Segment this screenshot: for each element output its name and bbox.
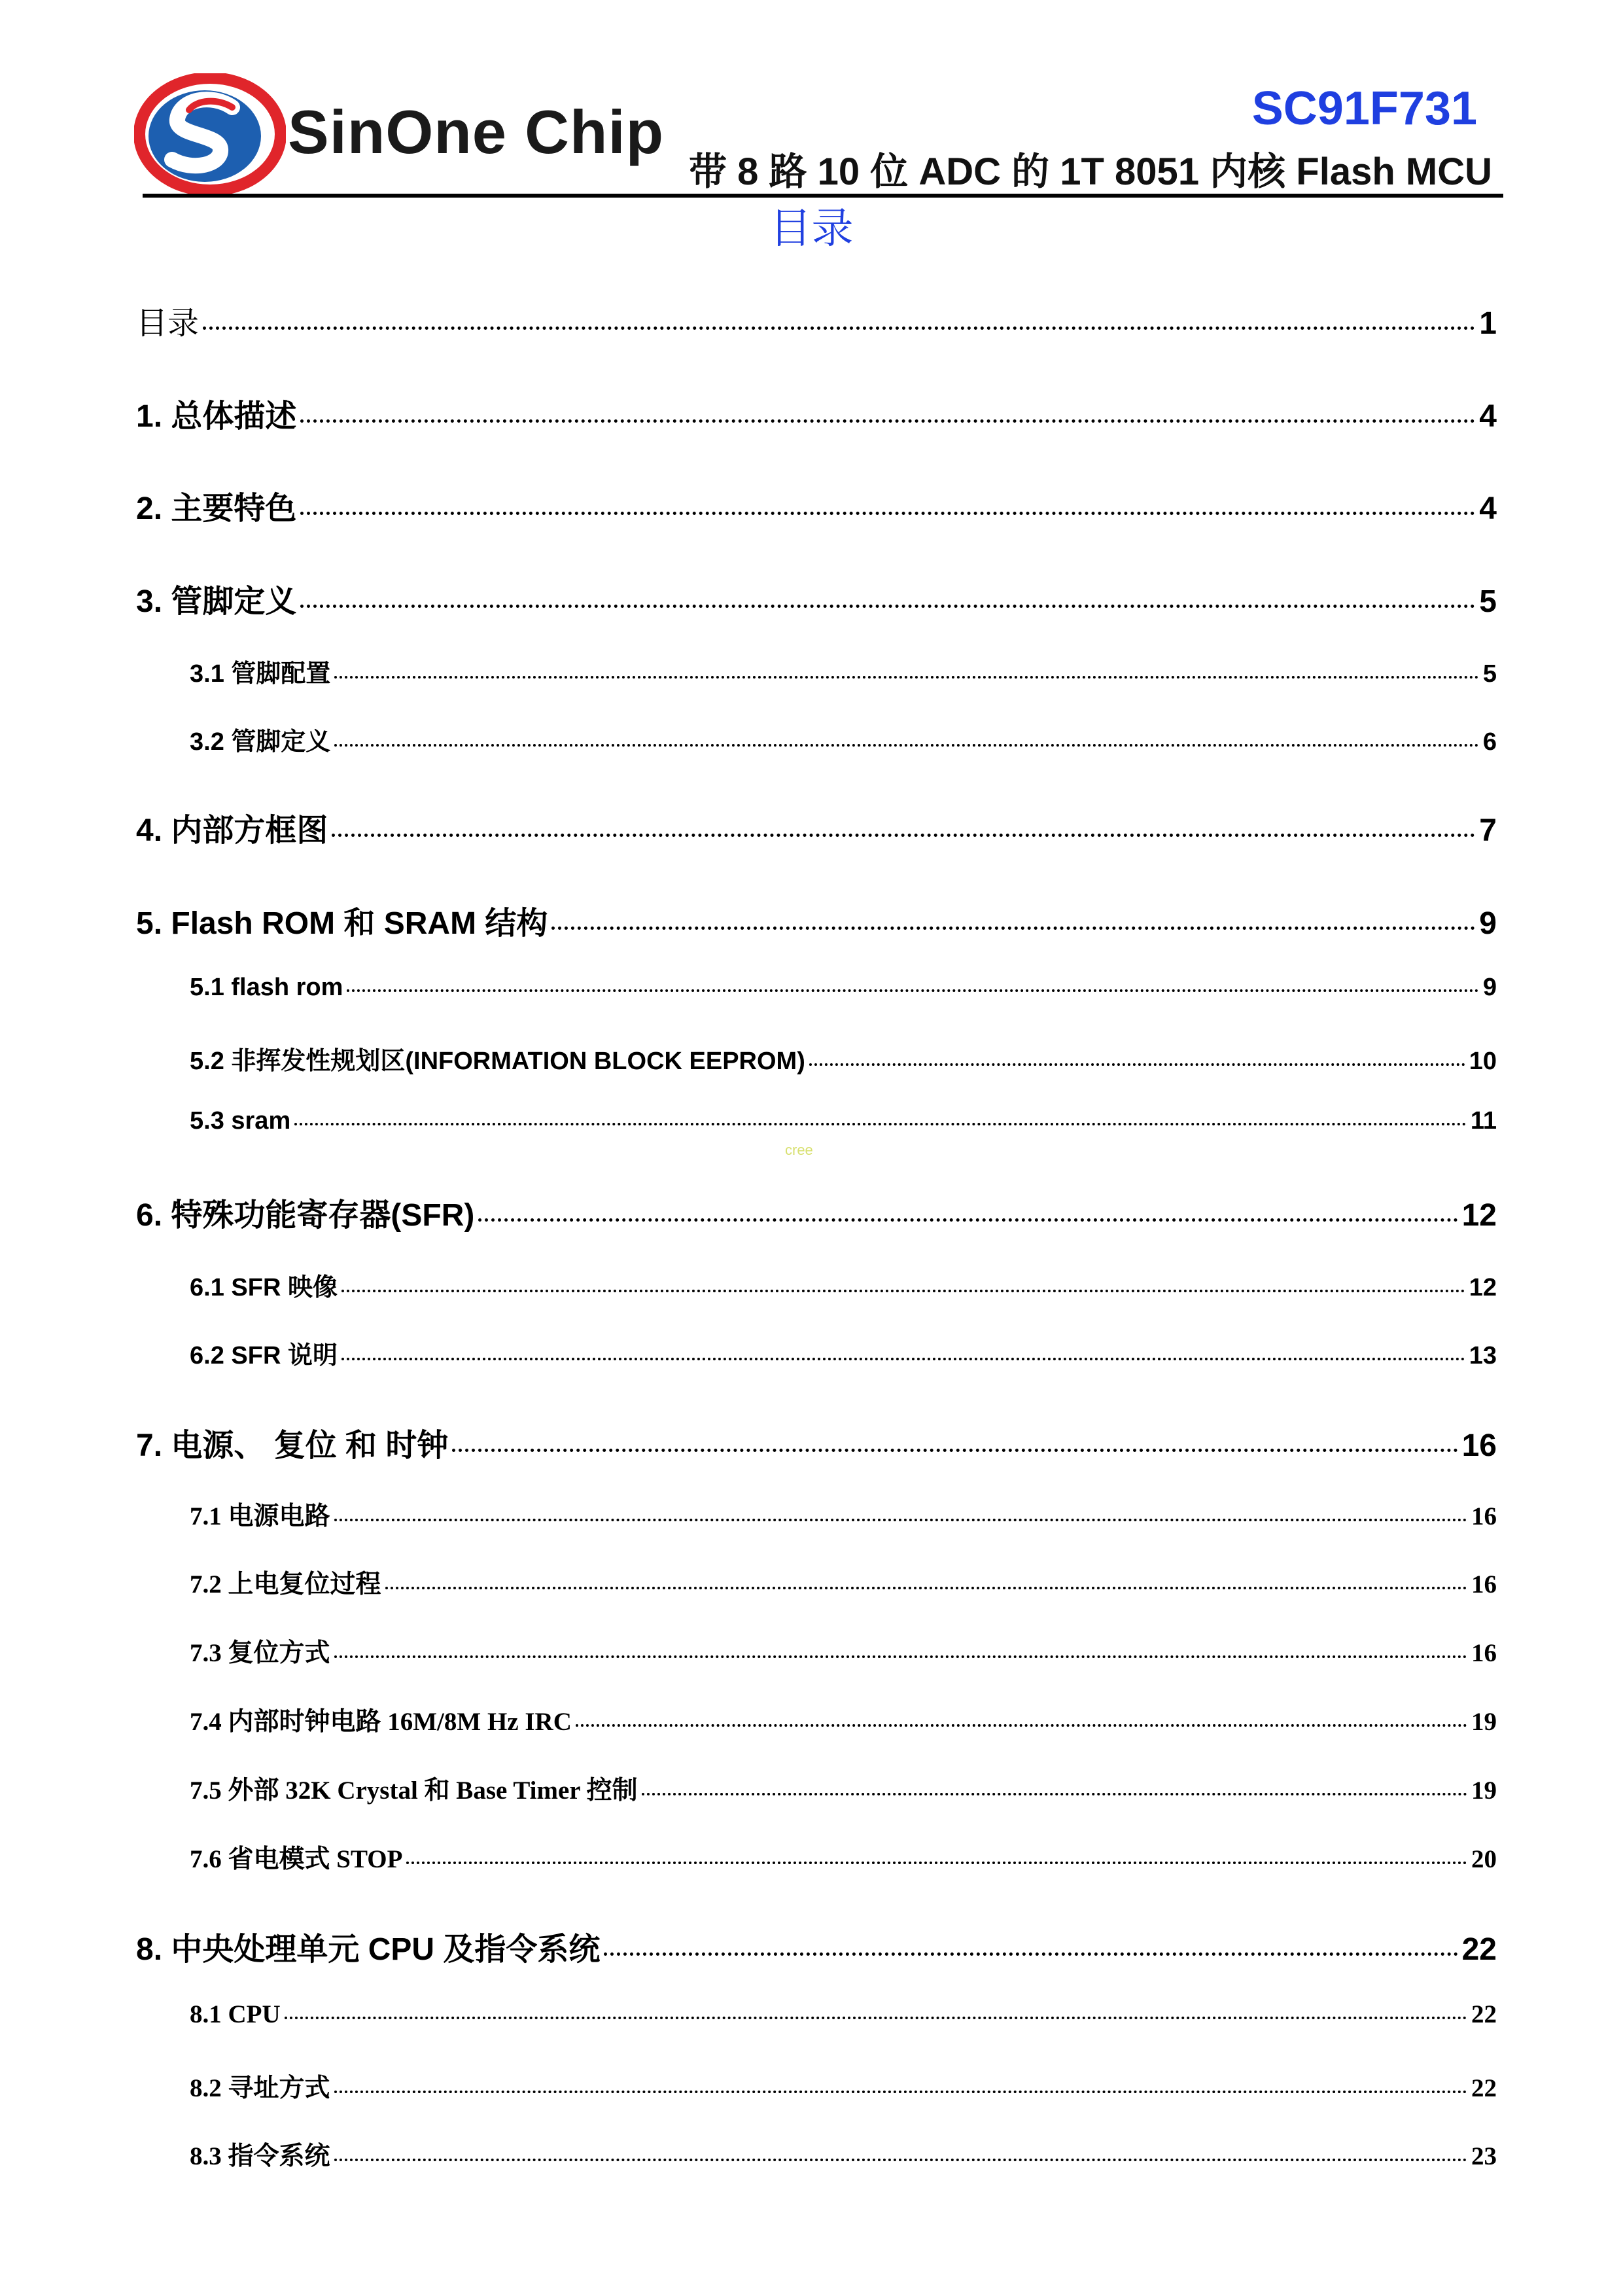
toc-entry-page: 16 [1471, 1570, 1497, 1598]
toc-subentry[interactable] [190, 1633, 1497, 1669]
toc-leader-dots [341, 1289, 1465, 1292]
toc-entry-label: 3. 管脚定义 [136, 584, 297, 619]
toc-entry-page: 16 [1461, 1428, 1497, 1463]
toc-entry-page: 19 [1471, 1776, 1497, 1805]
toc-subentry[interactable] [190, 1107, 1497, 1135]
toc-entry-page: 12 [1461, 1198, 1497, 1233]
toc-leader-dots [604, 1952, 1457, 1956]
toc-subentry[interactable] [190, 1564, 1497, 1600]
toc-entry[interactable] [136, 391, 1497, 436]
toc-subentry[interactable] [190, 974, 1497, 1002]
toc-subentry[interactable] [190, 2136, 1497, 2172]
toc-entry-page: 16 [1471, 1502, 1497, 1530]
toc-leader-dots [334, 1518, 1467, 1521]
toc-entry-label: 6. 特殊功能寄存器(SFR) [136, 1198, 475, 1233]
toc-entry-label: 5.2 非挥发性规划区(INFORMATION BLOCK EEPROM) [190, 1048, 805, 1075]
toc-entry[interactable] [136, 1190, 1497, 1235]
toc-leader-dots [334, 743, 1478, 747]
toc-entry[interactable] [136, 483, 1497, 528]
toc-entry-page: 9 [1479, 906, 1497, 941]
toc-entry-page: 12 [1469, 1274, 1497, 1301]
toc-entry-page: 4 [1479, 399, 1497, 434]
toc-entry-label: 7.2 上电复位过程 [190, 1570, 381, 1598]
toc-entry-page: 22 [1471, 2074, 1497, 2102]
toc-leader-dots [332, 833, 1475, 837]
toc-entry-label: 2. 主要特色 [136, 491, 297, 526]
toc-leader-dots [294, 1122, 1467, 1125]
toc-leader-dots [809, 1063, 1465, 1066]
toc-leader-dots [300, 604, 1475, 608]
toc-entry[interactable] [136, 576, 1497, 621]
toc-subentry[interactable] [190, 2000, 1497, 2029]
toc-entry-label: 5. Flash ROM 和 SRAM 结构 [136, 906, 548, 941]
toc-subentry[interactable] [190, 1839, 1497, 1875]
toc-entry-label: 5.1 flash rom [190, 974, 343, 1001]
toc-leader-dots [478, 1218, 1457, 1222]
toc-leader-dots [347, 989, 1478, 992]
toc-entry-page: 23 [1471, 2142, 1497, 2170]
toc-entry-label: 7.4 内部时钟电路 16M/8M Hz IRC [190, 1708, 572, 1736]
toc-entry-label: 8. 中央处理单元 CPU 及指令系统 [136, 1932, 601, 1967]
toc-entry-label: 5.3 sram [190, 1107, 291, 1135]
toc-entry-page: 5 [1482, 660, 1497, 688]
toc-leader-dots [334, 675, 1478, 679]
toc-entry-label: 1. 总体描述 [136, 399, 297, 434]
toc-entry-label: 7.3 复位方式 [190, 1639, 330, 1667]
toc-subentry[interactable] [190, 1701, 1497, 1738]
toc-entry-page: 5 [1479, 584, 1497, 619]
toc-entry-page: 7 [1479, 813, 1497, 848]
toc-subentry[interactable] [190, 1040, 1497, 1076]
toc-entry-label: 8.3 指令系统 [190, 2142, 330, 2170]
toc-subentry[interactable] [190, 653, 1497, 689]
toc-entry-label: 3.1 管脚配置 [190, 660, 331, 688]
toc-entry[interactable] [136, 805, 1497, 850]
toc-title: 目录 [769, 205, 854, 253]
watermark-text: cree [785, 1142, 813, 1158]
toc-leader-dots [334, 2090, 1467, 2093]
toc-entry[interactable] [136, 298, 1497, 343]
toc-entry-page: 22 [1461, 1932, 1497, 1967]
toc-leader-dots [385, 1586, 1467, 1589]
toc-entry-page: 11 [1470, 1107, 1497, 1135]
toc-leader-dots [334, 2158, 1467, 2161]
toc-entry-label: 8.2 寻址方式 [190, 2074, 330, 2102]
toc-entry-label: 8.1 CPU [190, 2000, 281, 2028]
toc-leader-dots [300, 419, 1475, 423]
toc-subentry[interactable] [190, 2068, 1497, 2104]
toc-entry-page: 20 [1471, 1845, 1497, 1873]
brand-name: SinOne Chip [288, 97, 664, 166]
toc-leader-dots [341, 1357, 1465, 1360]
toc-leader-dots [452, 1448, 1457, 1452]
toc-entry-page: 9 [1482, 974, 1497, 1001]
toc-subentry[interactable] [190, 1770, 1497, 1807]
toc-leader-dots [551, 926, 1475, 930]
toc-entry-page: 10 [1469, 1048, 1497, 1075]
toc-leader-dots [406, 1861, 1467, 1864]
toc-entry-label: 7.6 省电模式 STOP [190, 1845, 403, 1873]
toc-entry-label: 7. 电源、 复位 和 时钟 [136, 1428, 449, 1463]
toc-entry-label: 目录 [136, 305, 200, 342]
toc-entry-page: 19 [1471, 1708, 1497, 1736]
toc-leader-dots [285, 2016, 1467, 2019]
toc-entry-page: 6 [1482, 728, 1497, 756]
toc-entry-label: 3.2 管脚定义 [190, 728, 331, 756]
toc-entry-label: 7.1 电源电路 [190, 1502, 330, 1530]
toc-leader-dots [203, 326, 1475, 330]
toc-entry-label: 7.5 外部 32K Crystal 和 Base Timer 控制 [190, 1776, 638, 1805]
toc-entry-page: 13 [1469, 1342, 1497, 1369]
toc-entry[interactable] [136, 1420, 1497, 1465]
toc-leader-dots [576, 1723, 1467, 1727]
toc-entry-page: 4 [1479, 491, 1497, 526]
toc-subentry[interactable] [190, 1335, 1497, 1371]
chip-description: 带 8 路 10 位 ADC 的 1T 8051 内核 Flash MCU [689, 150, 1492, 193]
toc-leader-dots [334, 1655, 1467, 1658]
toc-leader-dots [300, 511, 1475, 515]
chip-model: SC91F731 [1251, 82, 1477, 135]
toc-subentry[interactable] [190, 1267, 1497, 1303]
toc-entry[interactable] [136, 1924, 1497, 1969]
toc-subentry[interactable] [190, 721, 1497, 757]
toc-leader-dots [642, 1792, 1467, 1795]
toc-entry-page: 1 [1479, 306, 1497, 341]
toc-entry-page: 16 [1471, 1639, 1497, 1667]
toc-entry-label: 6.1 SFR 映像 [190, 1274, 338, 1301]
toc-entry-label: 6.2 SFR 说明 [190, 1342, 338, 1369]
toc-entry-label: 4. 内部方框图 [136, 813, 328, 848]
toc-subentry[interactable] [190, 1496, 1497, 1532]
toc-entry-page: 22 [1471, 2000, 1497, 2028]
toc-entry[interactable] [136, 898, 1497, 943]
